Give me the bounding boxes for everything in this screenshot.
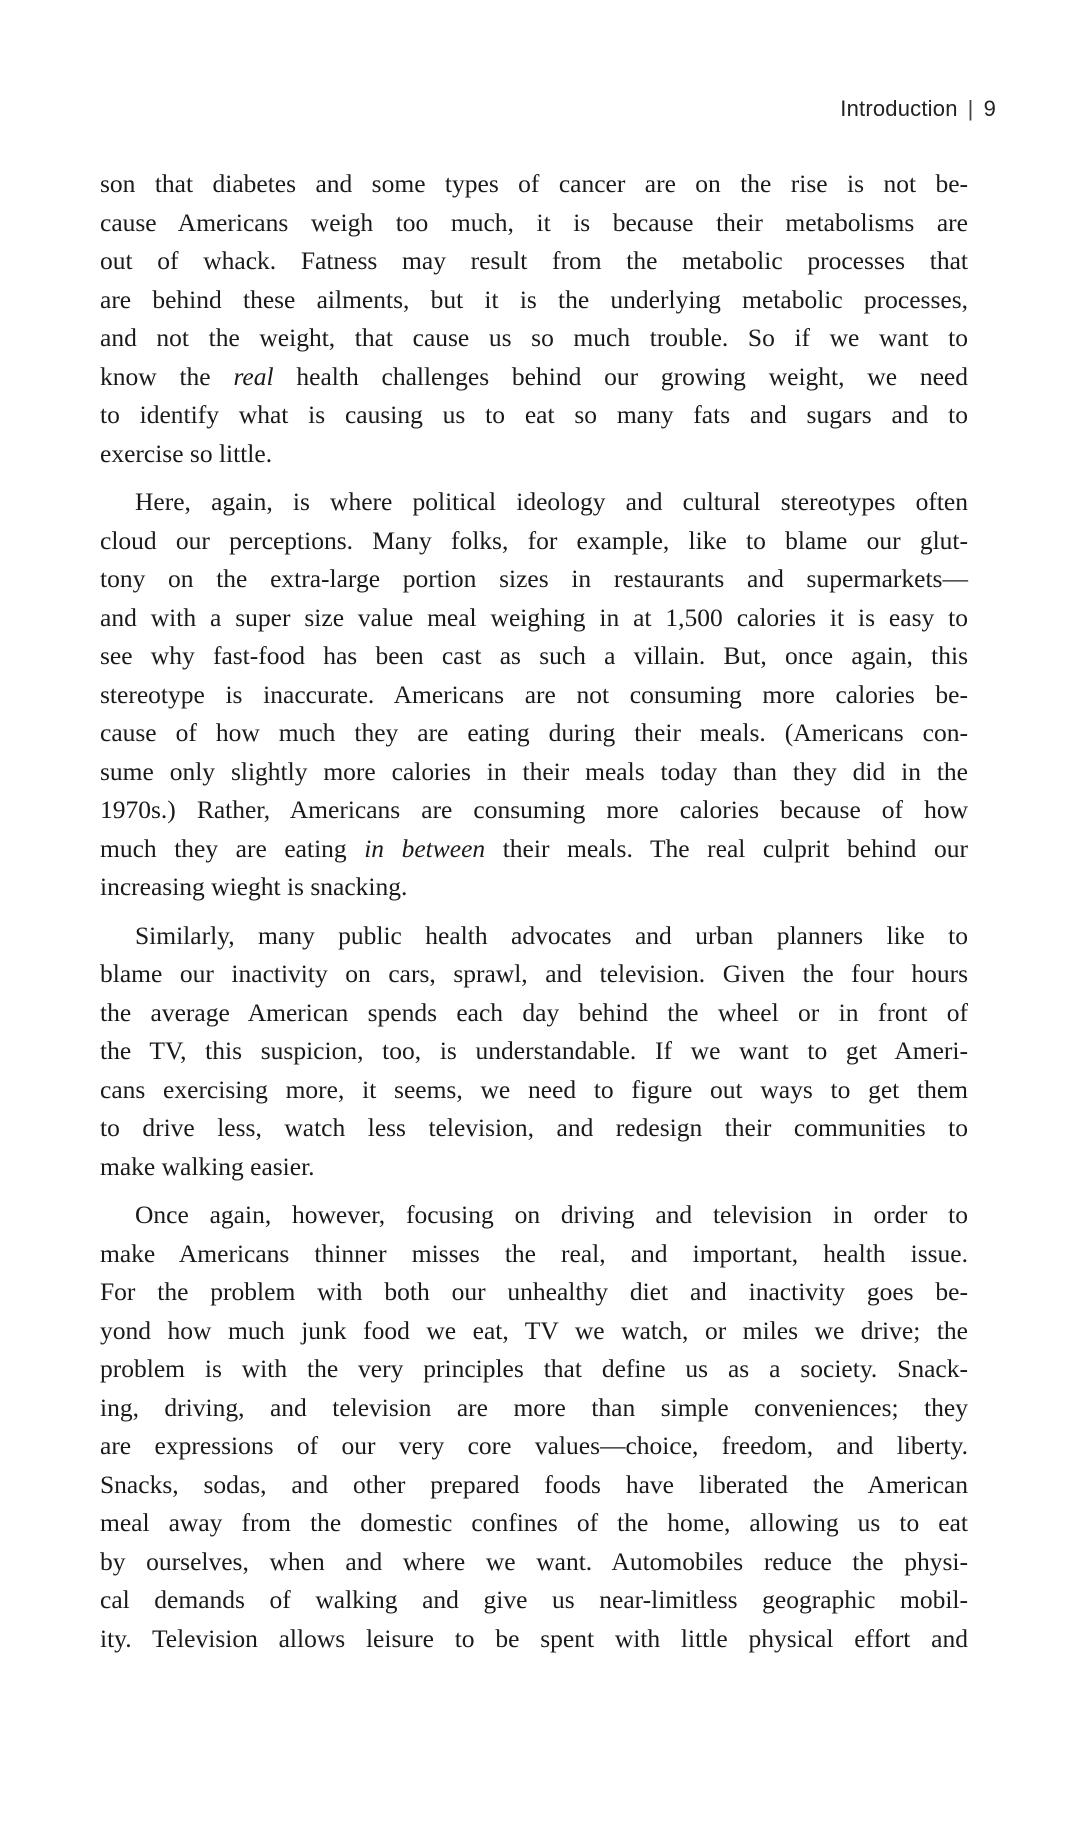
text-line	[100, 676, 968, 715]
text-line	[100, 1427, 968, 1466]
text-line	[100, 599, 968, 638]
italic-emphasis: real	[233, 361, 274, 391]
running-head	[840, 96, 996, 122]
text-line	[100, 1620, 968, 1659]
text-segment: ing, driving, and television are more than simple conveniences; they	[100, 1392, 968, 1422]
text-line	[100, 560, 968, 599]
text-segment: blame our inactivity on cars, sprawl, and television. Given the four hours	[100, 959, 968, 988]
text-line	[100, 396, 968, 435]
text-line	[100, 165, 968, 204]
text-line	[100, 1148, 968, 1187]
text-segment: stereotype is inaccurate. Americans are not consuming more calories be-	[100, 679, 968, 709]
paragraph	[100, 917, 968, 1187]
text-line	[100, 714, 968, 753]
text-line	[100, 1032, 968, 1071]
text-segment: 1970s.) Rather, Americans are consuming more calories because of how	[100, 795, 968, 824]
text-line	[100, 1504, 968, 1543]
text-segment: cause Americans weigh too much, it is because their metabolisms are	[100, 207, 968, 237]
text-segment: cal demands of walking and give us near-limitless geographic mobil-	[100, 1585, 968, 1614]
paragraph	[100, 165, 968, 473]
text-line	[100, 1235, 968, 1274]
text-segment: the average American spends each day behind the wheel or in front of	[100, 997, 968, 1027]
text-segment: increasing wieght is snacking.	[100, 872, 408, 901]
text-line	[100, 435, 968, 474]
text-line	[100, 242, 968, 281]
text-line	[100, 1543, 968, 1582]
text-line	[100, 483, 968, 522]
paragraph	[100, 483, 968, 907]
text-segment: are behind these ailments, but it is the underlying metabolic processes,	[100, 284, 968, 314]
text-segment: to identify what is causing us to eat so many fats and sugars and to	[100, 400, 968, 429]
text-line	[100, 358, 968, 397]
text-segment: yond how much junk food we eat, TV we watch, or miles we drive; the	[100, 1315, 968, 1345]
text-line	[100, 522, 968, 561]
text-line	[100, 1109, 968, 1148]
text-segment: and with a super size value meal weighing in at 1,500 calories it is easy to	[100, 602, 968, 632]
paragraph	[100, 1196, 968, 1658]
text-line	[100, 830, 968, 869]
text-line	[100, 868, 968, 907]
text-line	[100, 1350, 968, 1389]
text-segment: Snacks, sodas, and other prepared foods have liberated the American	[100, 1469, 968, 1499]
text-line	[100, 1312, 968, 1351]
text-line	[100, 281, 968, 320]
text-segment: For the problem with both our unhealthy diet and inactivity goes be-	[100, 1277, 968, 1306]
text-segment: much they are eating	[100, 833, 365, 863]
text-segment: health challenges behind our growing weight, we need	[273, 361, 968, 391]
text-line	[100, 955, 968, 994]
text-segment: problem is with the very principles that define us as a society. Snack-	[100, 1354, 968, 1383]
text-line	[100, 753, 968, 792]
text-line	[100, 319, 968, 358]
text-line	[100, 1196, 968, 1235]
text-segment: to drive less, watch less television, and redesign their communities to	[100, 1113, 968, 1142]
text-segment: cloud our perceptions. Many folks, for example, like to blame our glut-	[100, 525, 968, 555]
text-segment: Once again, however, focusing on driving and television in order to	[135, 1200, 968, 1229]
text-line	[100, 1389, 968, 1428]
text-line	[100, 791, 968, 830]
text-line	[100, 637, 968, 676]
text-segment: tony on the extra-large portion sizes in restaurants and supermarkets—	[100, 564, 968, 593]
text-segment: make Americans thinner misses the real, and important, health issue.	[100, 1238, 968, 1268]
text-segment: exercise so little.	[100, 438, 273, 468]
italic-emphasis: in between	[364, 833, 486, 863]
text-segment: see why fast-food has been cast as such a villain. But, once again, this	[100, 641, 968, 670]
text-segment: know the	[100, 361, 234, 391]
text-segment: ity. Television allows leisure to be spent with little physical effort and	[100, 1623, 968, 1653]
text-segment: cause of how much they are eating during their meals. (Americans con-	[100, 718, 968, 747]
text-segment: are expressions of our very core values—choice, freedom, and liberty.	[100, 1431, 968, 1460]
page-number: 9	[983, 96, 996, 121]
text-segment: sume only slightly more calories in their meals today than they did in the	[100, 756, 968, 786]
text-segment: out of whack. Fatness may result from the metabolic processes that	[100, 246, 968, 275]
text-segment: by ourselves, when and where we want. Automobiles reduce the physi-	[100, 1546, 968, 1576]
section-title: Introduction	[840, 96, 958, 121]
text-segment: their meals. The real culprit behind our	[485, 833, 968, 863]
text-segment: cans exercising more, it seems, we need to figure out ways to get them	[100, 1074, 968, 1104]
text-line	[100, 1273, 968, 1312]
text-segment: meal away from the domestic confines of the home, allowing us to eat	[100, 1508, 968, 1537]
text-segment: make walking easier.	[100, 1151, 315, 1181]
text-segment: son that diabetes and some types of cancer are on the rise is not be-	[100, 169, 968, 198]
text-line	[100, 994, 968, 1033]
text-segment: Here, again, is where political ideology and cultural stereotypes often	[135, 487, 968, 516]
text-line	[100, 1581, 968, 1620]
text-line	[100, 204, 968, 243]
text-line	[100, 917, 968, 956]
header-separator: |	[967, 96, 974, 121]
text-line	[100, 1466, 968, 1505]
text-segment: and not the weight, that cause us so much trouble. So if we want to	[100, 323, 968, 352]
text-segment: Similarly, many public health advocates and urban planners like to	[135, 920, 968, 950]
text-segment: the TV, this suspicion, too, is understandable. If we want to get Ameri-	[100, 1036, 968, 1065]
body-text	[100, 165, 968, 1658]
text-line	[100, 1071, 968, 1110]
